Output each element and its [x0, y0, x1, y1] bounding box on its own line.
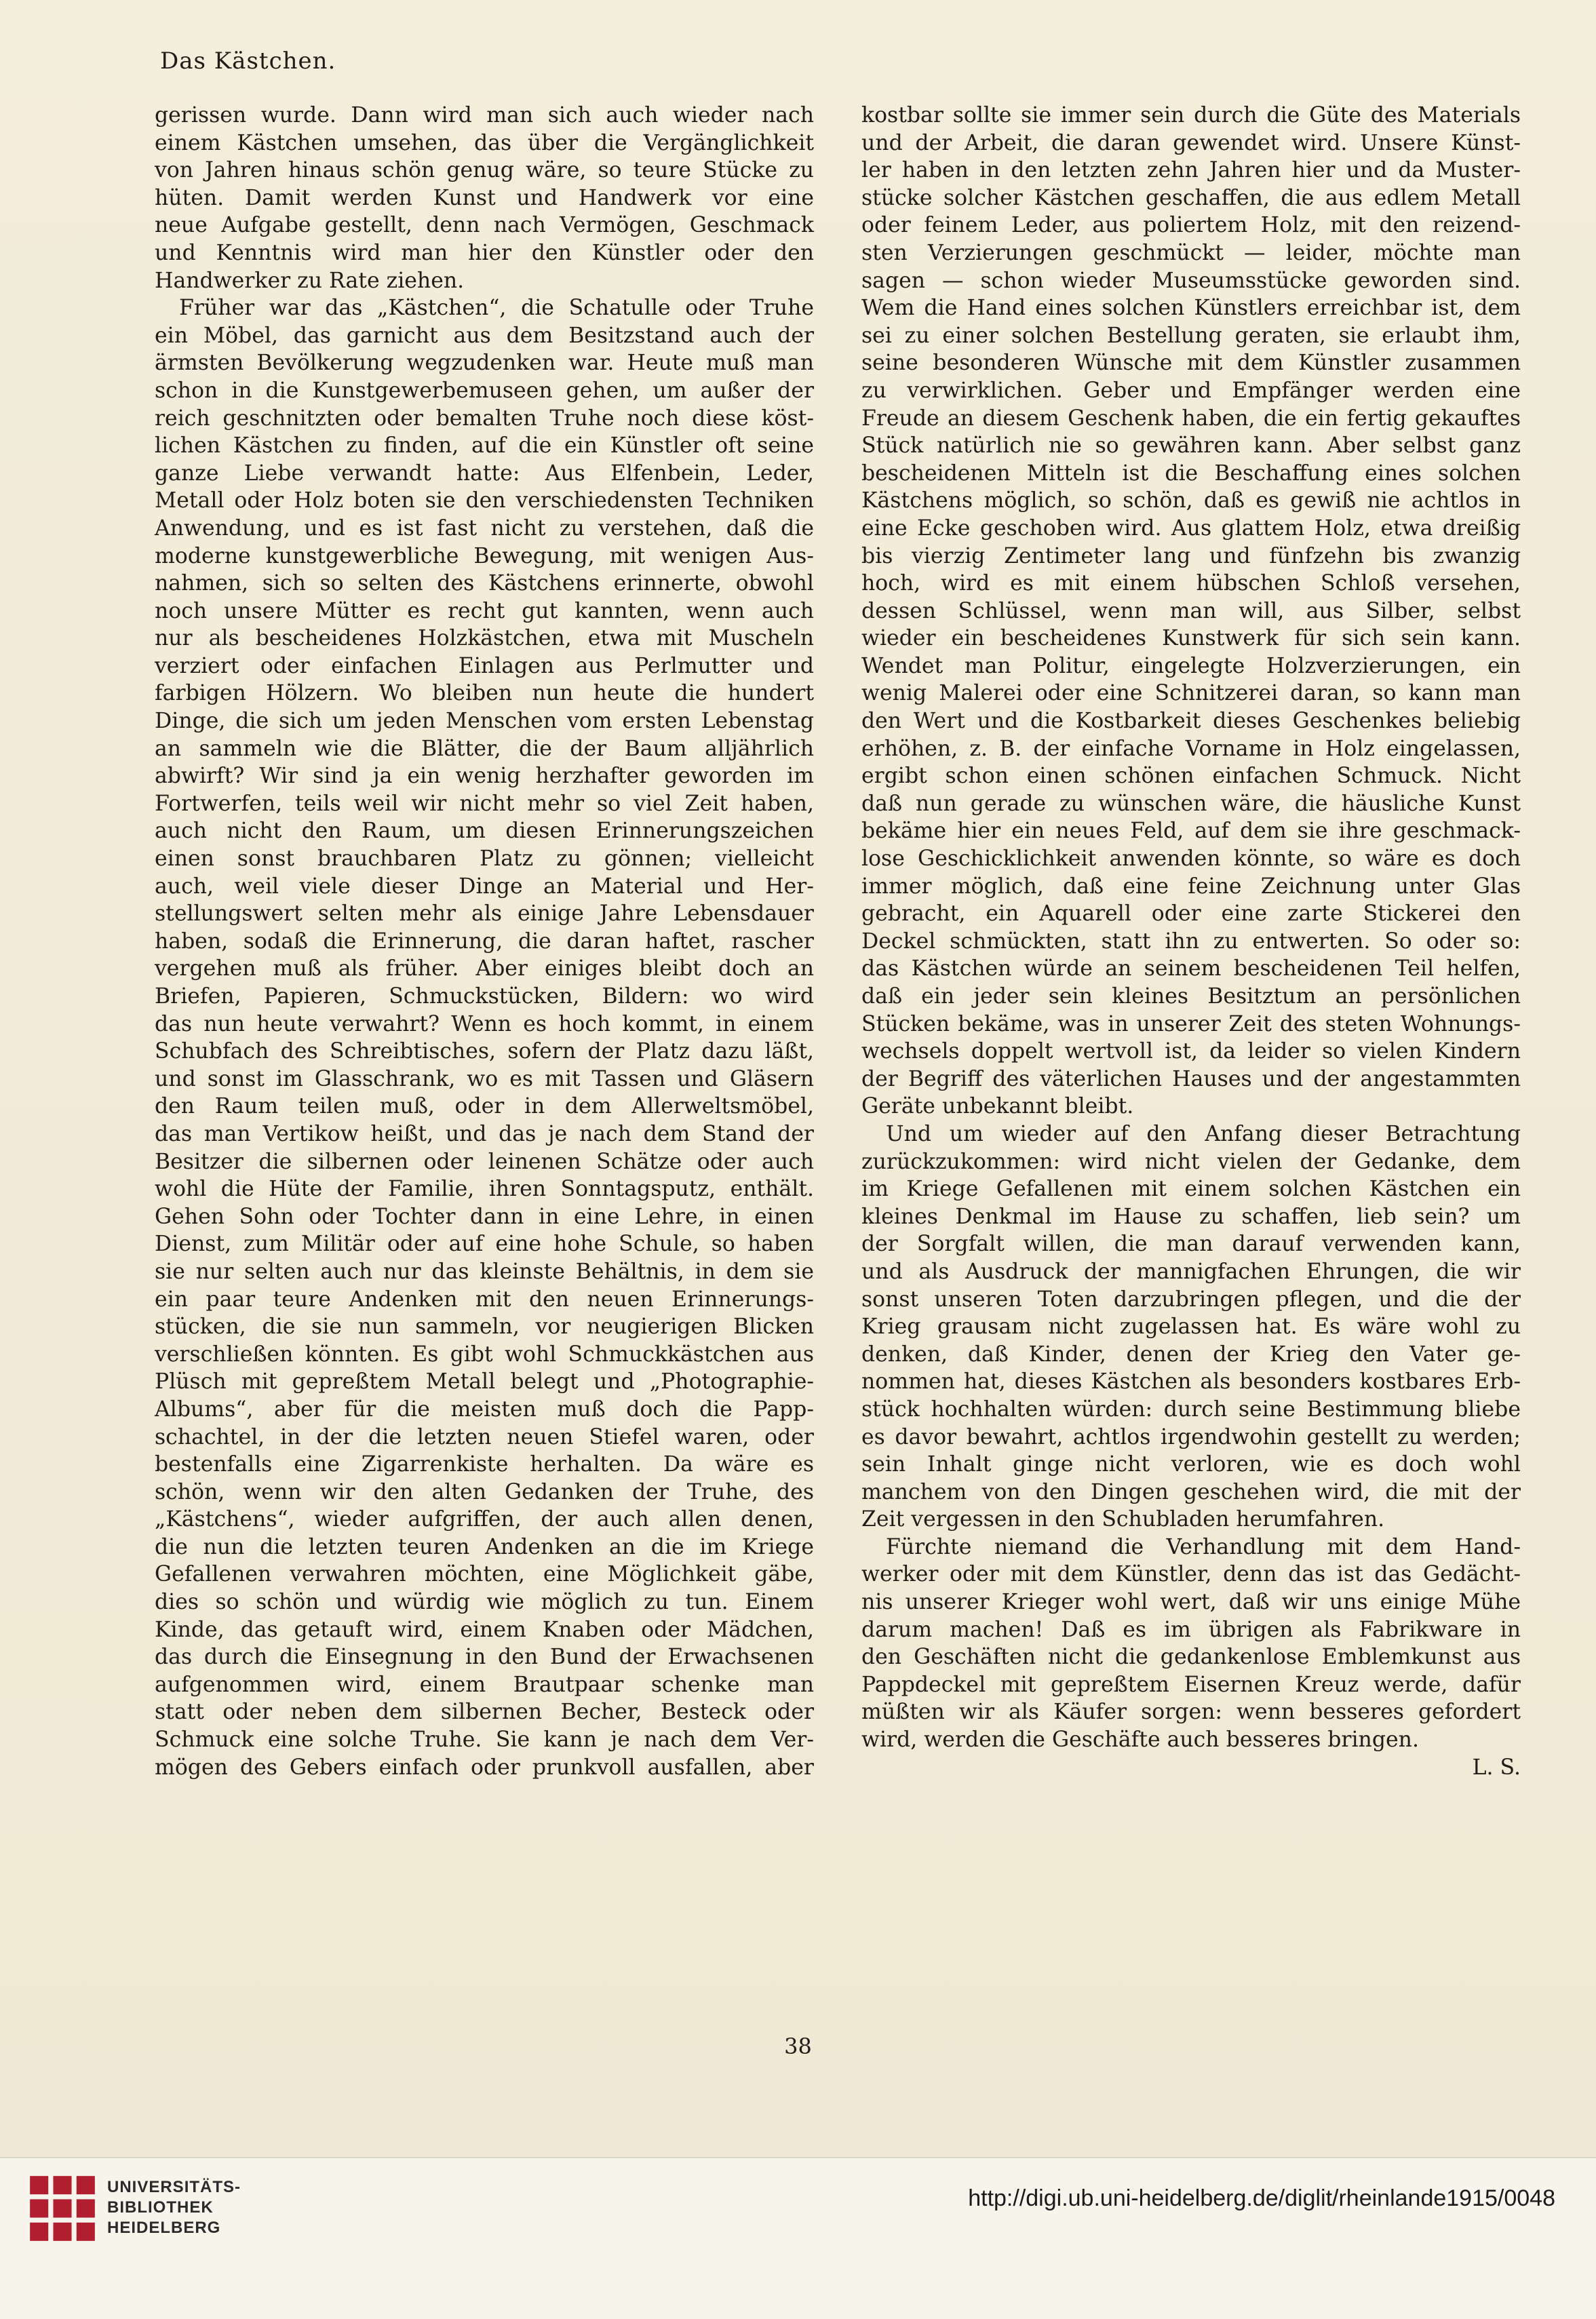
- logo-line-3: HEIDELBERG: [107, 2219, 221, 2237]
- text-line: die nun die letzten teuren Andenken an die im Kriege: [155, 1534, 814, 1559]
- text-line: Briefen, Papieren, Schmuckstücken, Bildern: wo wird: [155, 984, 814, 1009]
- source-url-link[interactable]: http://digi.ub.uni-heidelberg.de/diglit/rheinlande1915/0048: [968, 2185, 1555, 2211]
- text-line: aufgenommen wird, einem Brautpaar schenke man: [155, 1672, 814, 1697]
- text-line: mögen des Gebers einfach oder prunkvoll ausfallen, aber: [155, 1755, 814, 1780]
- text-line: auch nicht den Raum, um diesen Erinnerungszeichen: [155, 819, 814, 844]
- text-line: abwirft? Wir sind ja ein wenig herzhafter geworden im: [155, 764, 814, 789]
- text-line: bescheidenen Mitteln ist die Beschaffung eines solchen: [861, 461, 1521, 486]
- text-line: ler haben in den letzten zehn Jahren hier und da Muster-: [861, 158, 1521, 183]
- text-line: schön, wenn wir den alten Gedanken der Truhe, des: [155, 1479, 814, 1504]
- text-line: hoch, wird es mit einem hübschen Schloß versehen,: [861, 571, 1521, 596]
- library-logo[interactable]: [27, 2170, 241, 2252]
- text-line: von Jahren hinaus schön genug wäre, so teure Stücke zu: [155, 158, 814, 183]
- text-line: vergehen muß als früher. Aber einiges bleibt doch an: [155, 956, 814, 981]
- text-line: reich geschnitzten oder bemalten Truhe noch diese köst-: [155, 406, 814, 431]
- text-line: und sonst im Glasschrank, wo es mit Tassen und Gläsern: [155, 1066, 814, 1091]
- text-line: Handwerker zu Rate ziehen.: [155, 268, 465, 293]
- text-line: schon in die Kunstgewerbemuseen gehen, um außer der: [155, 378, 814, 403]
- text-line: den Raum teilen muß, oder in dem Allerweltsmöbel,: [155, 1094, 814, 1119]
- text-line: lose Geschicklichkeit anwenden könnte, so wäre es doch: [861, 846, 1521, 872]
- text-line: Schmuck eine solche Truhe. Sie kann je nach dem Ver-: [155, 1728, 814, 1753]
- text-line: Geräte unbekannt bleibt.: [861, 1094, 1134, 1119]
- text-line: der Begriff des väterlichen Hauses und der angestammten: [861, 1066, 1521, 1091]
- text-line: das man Vertikow heißt, und das je nach dem Stand der: [155, 1121, 814, 1146]
- text-line: noch unsere Mütter es recht gut kannten, wenn auch: [155, 598, 814, 623]
- text-line: erhöhen, z. B. der einfache Vorname in Holz eingelassen,: [861, 736, 1521, 761]
- text-line: Gehen Sohn oder Tochter dann in eine Lehre, in einen: [155, 1204, 814, 1229]
- text-line: Fortwerfen, teils weil wir nicht mehr so viel Zeit haben,: [155, 791, 814, 816]
- text-line: Dinge, die sich um jeden Menschen vom ersten Lebenstag: [155, 709, 814, 734]
- text-line: eine Ecke geschoben wird. Aus glattem Holz, etwa dreißig: [861, 515, 1521, 541]
- text-line: den Geschäften nicht die gedankenlose Emblemkunst aus: [861, 1645, 1521, 1670]
- text-line: nommen hat, dieses Kästchen als besonders kostbares Erb-: [861, 1369, 1521, 1395]
- text-line: ein paar teure Andenken mit den neuen Erinnerungs-: [155, 1287, 814, 1312]
- text-line: zu verwirklichen. Geber und Empfänger werden eine: [861, 378, 1521, 403]
- text-line: im Kriege Gefallenen mit einem solchen Kästchen ein: [861, 1177, 1521, 1202]
- text-line: Zeit vergessen in den Schubladen herumfahren.: [861, 1507, 1385, 1532]
- text-line: an sammeln wie die Blätter, die der Baum alljährlich: [155, 736, 814, 761]
- text-line: verschließen könnten. Es gibt wohl Schmuckkästchen aus: [155, 1342, 814, 1367]
- text-line: den Wert und die Kostbarkeit dieses Geschenkes beliebig: [861, 709, 1521, 734]
- text-line: lichen Kästchen zu finden, auf die ein Künstler oft seine: [155, 433, 814, 459]
- text-line: denken, daß Kinder, denen der Krieg den Vater ge-: [861, 1342, 1521, 1367]
- text-line: wieder ein bescheidenes Kunstwerk für sich sein kann.: [861, 626, 1521, 651]
- text-line: es davor bewahrt, achtlos irgendwohin gestellt zu werden;: [861, 1424, 1521, 1449]
- text-line: bestenfalls eine Zigarrenkiste herhalten. Da wäre es: [155, 1452, 814, 1477]
- text-line: stücke solcher Kästchen geschaffen, die aus edlem Metall: [861, 185, 1521, 210]
- text-line: Gefallenen verwahren möchten, eine Möglichkeit gäbe,: [155, 1562, 814, 1587]
- text-line: seine besonderen Wünsche mit dem Künstler zusammen: [861, 351, 1521, 376]
- text-line: Plüsch mit gepreßtem Metall belegt und „Photographie-: [155, 1369, 814, 1395]
- text-line: schachtel, in der die letzten neuen Stiefel waren, oder: [155, 1424, 814, 1449]
- running-head: Das Kästchen.: [160, 47, 336, 75]
- text-line: daß ein jeder sein kleines Besitztum an persönlichen: [861, 984, 1521, 1009]
- text-line: und Kenntnis wird man hier den Künstler oder den: [155, 240, 814, 265]
- text-line: wenig Malerei oder eine Schnitzerei daran, so kann man: [861, 681, 1521, 706]
- text-line: sein Inhalt ginge nicht verloren, wie es doch wohl: [861, 1452, 1521, 1477]
- university-library-logo-icon: [27, 2173, 98, 2244]
- text-line: wechsels doppelt wertvoll ist, da leider so vielen Kindern: [861, 1039, 1521, 1064]
- text-line: darum machen! Daß es im übrigen als Fabrikware in: [861, 1617, 1521, 1642]
- text-line: Albums“, aber für die meisten muß doch die Papp-: [155, 1397, 814, 1422]
- text-line: und als Ausdruck der mannigfachen Ehrungen, die wir: [861, 1259, 1521, 1284]
- text-line: hüten. Damit werden Kunst und Handwerk vor eine: [155, 185, 814, 210]
- text-line: kostbar sollte sie immer sein durch die Güte des Materials: [861, 103, 1521, 128]
- text-line: sagen — schon wieder Museumsstücke geworden sind.: [861, 268, 1521, 293]
- text-line: nur als bescheidenes Holzkästchen, etwa mit Muscheln: [155, 626, 814, 651]
- text-line: Krieg grausam nicht zugelassen hat. Es wäre wohl zu: [861, 1314, 1521, 1340]
- text-line: dessen Schlüssel, wenn man will, aus Silber, selbst: [861, 598, 1521, 623]
- text-line: sei zu einer solchen Bestellung geraten, sie erlaubt ihm,: [861, 323, 1521, 348]
- text-line: Schubfach des Schreibtisches, sofern der Platz dazu läßt,: [155, 1039, 814, 1064]
- left-column: [155, 102, 814, 1781]
- text-line: Metall oder Holz boten sie den verschiedensten Techniken: [155, 488, 814, 513]
- text-line: Deckel schmückten, statt ihn zu entwerten. So oder so:: [861, 929, 1521, 954]
- text-line: „Kästchens“, wieder aufgriffen, der auch allen denen,: [155, 1507, 814, 1532]
- text-line: stücken, die sie nun sammeln, vor neugierigen Blicken: [155, 1314, 814, 1340]
- text-line: oder feinem Leder, aus poliertem Holz, mit den reizend-: [861, 213, 1521, 238]
- text-line: farbigen Hölzern. Wo bleiben nun heute die hundert: [155, 681, 814, 706]
- text-line: ein Möbel, das garnicht aus dem Besitzstand auch der: [155, 323, 814, 348]
- text-line: Pappdeckel mit gepreßtem Eisernen Kreuz werde, dafür: [861, 1672, 1521, 1697]
- text-line: sonst unseren Toten darzubringen pflegen, und die der: [861, 1287, 1521, 1312]
- text-line: statt oder neben dem silbernen Becher, Besteck oder: [155, 1700, 814, 1725]
- author-signature: L. S.: [1472, 1755, 1521, 1780]
- text-line: wird, werden die Geschäfte auch besseres bringen.: [861, 1728, 1419, 1753]
- text-line: sten Verzierungen geschmückt — leider, möchte man: [861, 240, 1521, 265]
- text-line: kleines Denkmal im Hause zu schaffen, lieb sein? um: [861, 1204, 1521, 1229]
- text-line: Dienst, zum Militär oder auf eine hohe Schule, so haben: [155, 1232, 814, 1257]
- text-line: das durch die Einsegnung in den Bund der Erwachsenen: [155, 1645, 814, 1670]
- text-line: Fürchte niemand die Verhandlung mit dem Hand-: [886, 1534, 1521, 1559]
- text-line: Stücken bekäme, was in unserer Zeit des steten Wohnungs-: [861, 1011, 1521, 1036]
- text-line: auch, weil viele dieser Dinge an Material und Her-: [155, 874, 814, 899]
- text-line: wohl die Hüte der Familie, ihren Sonntagsputz, enthält.: [155, 1177, 814, 1202]
- text-line: manchem von den Dingen geschehen wird, die mit der: [861, 1479, 1521, 1504]
- text-line: bis vierzig Zentimeter lang und fünfzehn bis zwanzig: [861, 543, 1521, 568]
- logo-line-2: BIBLIOTHEK: [107, 2198, 214, 2217]
- text-line: Besitzer die silbernen oder leinenen Schätze oder auch: [155, 1149, 814, 1174]
- text-line: das Kästchen würde an seinem bescheidenen Teil helfen,: [861, 956, 1521, 981]
- text-line: Kinde, das getauft wird, einem Knaben oder Mädchen,: [155, 1617, 814, 1642]
- text-line: gebracht, ein Aquarell oder eine zarte Stickerei den: [861, 901, 1521, 927]
- text-line: Stück natürlich nie so gewähren kann. Aber selbst ganz: [861, 433, 1521, 459]
- right-column: [861, 102, 1521, 1781]
- text-line: ergibt schon einen schönen einfachen Schmuck. Nicht: [861, 764, 1521, 789]
- text-line: der Sorgfalt willen, die man darauf verwenden kann,: [861, 1232, 1521, 1257]
- text-line: Freude an diesem Geschenk haben, die ein fertig gekauftes: [861, 406, 1521, 431]
- text-line: verziert oder einfachen Einlagen aus Perlmutter und: [155, 653, 814, 678]
- text-line: Früher war das „Kästchen“, die Schatulle oder Truhe: [179, 296, 814, 321]
- text-line: einem Kästchen umsehen, das über die Vergänglichkeit: [155, 130, 814, 155]
- text-line: stellungswert selten mehr als einige Jahre Lebensdauer: [155, 901, 814, 927]
- text-line: Und um wieder auf den Anfang dieser Betrachtung: [886, 1121, 1521, 1146]
- text-line: müßten wir als Käufer sorgen: wenn besseres gefordert: [861, 1700, 1521, 1725]
- text-line: bekäme hier ein neues Feld, auf dem sie ihre geschmack-: [861, 819, 1521, 844]
- text-line: immer möglich, daß eine feine Zeichnung unter Glas: [861, 874, 1521, 899]
- text-line: werker oder mit dem Künstler, denn das ist das Gedächt-: [861, 1562, 1521, 1587]
- text-line: dies so schön und würdig wie möglich zu tun. Einem: [155, 1590, 814, 1615]
- logo-text: [107, 2177, 241, 2238]
- text-line: daß nun gerade zu wünschen wäre, die häusliche Kunst: [861, 791, 1521, 816]
- text-line: zurückzukommen: wird nicht vielen der Gedanke, dem: [861, 1149, 1521, 1174]
- text-line: nis unserer Krieger wohl wert, daß wir uns einige Mühe: [861, 1590, 1521, 1615]
- text-line: Kästchens möglich, so schön, daß es gewiß nie achtlos in: [861, 488, 1521, 513]
- text-line: ganze Liebe verwandt hatte: Aus Elfenbein, Leder,: [155, 461, 814, 486]
- text-line: sie nur selten auch nur das kleinste Behältnis, in dem sie: [155, 1259, 814, 1284]
- logo-line-1: UNIVERSITÄTS-: [107, 2178, 241, 2196]
- text-line: und der Arbeit, die daran gewendet wird. Unsere Künst-: [861, 130, 1521, 155]
- text-line: stück hochhalten würden: durch seine Bestimmung bliebe: [861, 1397, 1521, 1422]
- text-line: nahmen, sich so selten des Kästchens erinnerte, obwohl: [155, 571, 814, 596]
- text-line: ärmsten Bevölkerung wegzudenken war. Heute muß man: [155, 351, 814, 376]
- text-line: neue Aufgabe gestellt, denn nach Vermögen, Geschmack: [155, 213, 814, 238]
- text-line: gerissen wurde. Dann wird man sich auch wieder nach: [155, 103, 814, 128]
- text-line: das nun heute verwahrt? Wenn es hoch kommt, in einem: [155, 1011, 814, 1036]
- text-line: Wem die Hand eines solchen Künstlers erreichbar ist, dem: [861, 296, 1521, 321]
- text-line: einen sonst brauchbaren Platz zu gönnen; vielleicht: [155, 846, 814, 872]
- text-line: moderne kunstgewerbliche Bewegung, mit wenigen Aus-: [155, 543, 814, 568]
- text-line: Anwendung, und es ist fast nicht zu verstehen, daß die: [155, 515, 814, 541]
- page-number: 38: [784, 2033, 812, 2059]
- text-line: Wendet man Politur, eingelegte Holzverzierungen, ein: [861, 653, 1521, 678]
- text-line: haben, sodaß die Erinnerung, die daran haftet, rascher: [155, 929, 814, 954]
